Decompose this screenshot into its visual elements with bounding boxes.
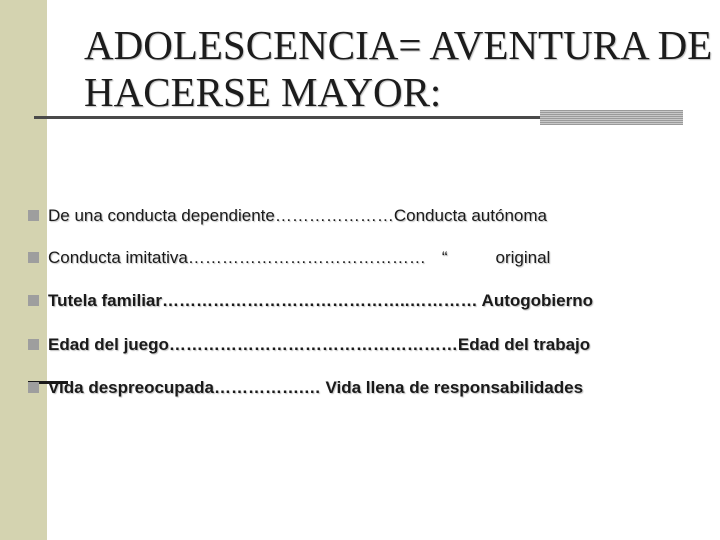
bullet-to: Edad del trabajo — [457, 335, 591, 354]
bullet-item — [28, 246, 708, 270]
bullet-from: De una conducta dependiente — [48, 206, 275, 225]
slide-title-line-1: ADOLESCENCIA= AVENTURA DE — [84, 22, 713, 68]
bullet-leader: …………….… — [213, 378, 321, 397]
square-bullet-icon — [28, 252, 39, 263]
square-bullet-icon — [28, 339, 39, 350]
bullet-text — [48, 376, 583, 400]
square-bullet-icon — [28, 210, 39, 221]
bullet-to: Autogobierno — [481, 291, 593, 310]
square-bullet-icon — [28, 382, 39, 393]
bullet-text — [48, 246, 550, 270]
bullet-item — [28, 333, 708, 357]
square-bullet-icon — [28, 295, 39, 306]
bullet-from: Edad del juego — [48, 335, 169, 354]
bullet-item — [28, 204, 708, 228]
bullet-text — [48, 204, 547, 228]
bullet-from: Conducta imitativa — [48, 248, 188, 267]
bullet-leader: …………………………………………… — [168, 335, 458, 354]
bullet-to: original — [495, 248, 551, 267]
bullet-from: Vida despreocupada — [48, 378, 214, 397]
bullet-text — [48, 289, 593, 313]
bullet-to: Conducta autónoma — [393, 206, 547, 225]
bullet-ditto-mark: “ — [441, 248, 448, 267]
left-accent-stripe — [0, 0, 47, 540]
bullet-item — [28, 289, 708, 313]
bullet-leader: ………………… — [274, 206, 394, 225]
bullet-to: Vida llena de responsabilidades — [325, 378, 584, 397]
slide-title — [84, 22, 712, 116]
bullet-item — [28, 376, 708, 400]
bullet-leader: ……………………………………..………… — [162, 291, 478, 310]
bullet-text — [48, 333, 590, 357]
bullet-leader: …………………………………… — [187, 248, 426, 267]
slide-title-line-2: HACERSE MAYOR: — [84, 69, 442, 115]
bullet-from: Tutela familiar — [48, 291, 162, 310]
title-underline-accent — [540, 110, 683, 125]
